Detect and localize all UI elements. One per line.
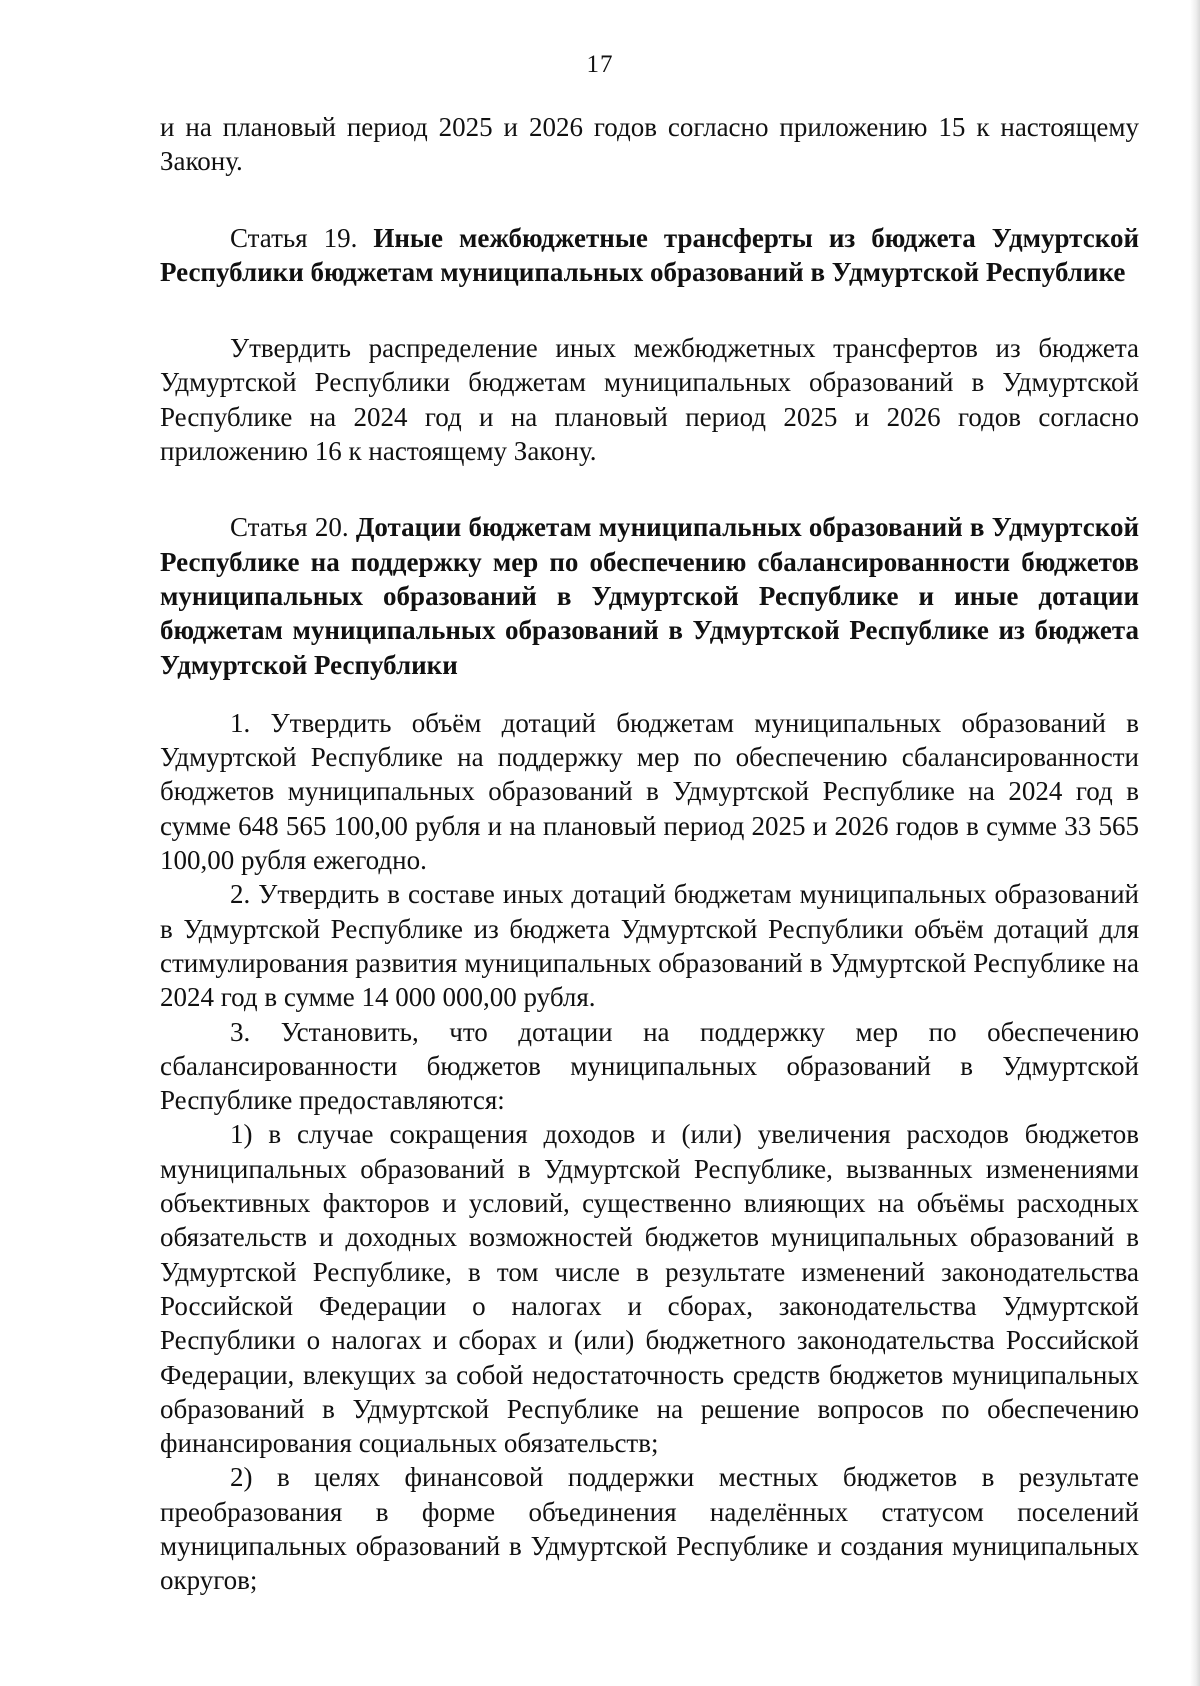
article-19-label: Статья 19.: [230, 222, 358, 253]
article-20-subitem-1: 1) в случае сокращения доходов и (или) увеличения расходов бюджетов муниципальных образований в Удмуртской Республике, вызванных изменениями объективных факторов и условий, существенно влияющих на объёмы расходных обязательств и доходных возможностей бюджетов муниципальных образований в Удмуртской Республике, в том числе в результате изменений законодательства Российской Федерации о налогах и сборах, законодательства Удмуртской Республики о налогах и сборах и (или) бюджетного законодательства Российской Федерации, влекущих за собой недостаточность средств бюджетов муниципальных образований в Удмуртской Республике на решение вопросов по обеспечению финансирования социальных обязательств;: [160, 1119, 1139, 1459]
article-20-subitem-2: 2) в целях финансовой поддержки местных бюджетов в результате преобразования в форме объединения наделённых статусом поселений муниципальных образований в Удмуртской Республике и создания муниципальных округов;: [160, 1462, 1139, 1596]
spacer: [160, 289, 1139, 331]
article-20-item-2: 2. Утвердить в составе иных дотаций бюджетам муниципальных образований в Удмуртской Республике из бюджета Удмуртской Республики объём дотаций для стимулирования развития муниципальных образований в Удмуртской Республике на 2024 год в сумме 14 000 000,00 рубля.: [160, 879, 1139, 1013]
page-number: 17: [586, 51, 614, 78]
article-20-label: Статья 20.: [230, 512, 349, 543]
spacer: [160, 179, 1139, 221]
spacer: [160, 468, 1139, 510]
document-body: [160, 110, 1139, 1598]
article-19-title: Иные межбюджетные трансферты из бюджета Удмуртской Республики бюджетам муниципальных образований в Удмуртской Республике: [160, 222, 1140, 287]
article-20-item-1: 1. Утвердить объём дотаций бюджетам муниципальных образований в Удмуртской Республике на поддержку мер по обеспечению сбалансированности бюджетов муниципальных образований в Удмуртской Республике на 2024 год в сумме 648 565 100,00 рубля и на плановый период 2025 и 2026 годов в сумме 33 565 100,00 рубля ежегодно.: [160, 707, 1139, 876]
article-20-title: Дотации бюджетам муниципальных образований в Удмуртской Республике на поддержку мер по обеспечению сбалансированности бюджетов муниципальных образований в Удмуртской Республике и иные дотации бюджетам муниципальных образований в Удмуртской Республике из бюджета Удмуртской Республики: [160, 512, 1139, 680]
article-20-item-3: 3. Установить, что дотации на поддержку мер по обеспечению сбалансированности бюджетов муниципальных образований в Удмуртской Республике предоставляются:: [160, 1016, 1139, 1116]
article-19-heading: [160, 221, 1139, 290]
article-19-text: Утвердить распределение иных межбюджетных трансфертов из бюджета Удмуртской Республики бюджетам муниципальных образований в Удмуртской Республике на 2024 год и на плановый период 2025 и 2026 годов согласно приложению 16 к настоящему Закону.: [160, 333, 1139, 467]
scan-edge-shadow: [1190, 0, 1200, 1686]
intro-paragraph: и на плановый период 2025 и 2026 годов согласно приложению 15 к настоящему Закону.: [160, 112, 1139, 177]
article-20-heading: [160, 510, 1139, 681]
spacer: [160, 682, 1139, 706]
